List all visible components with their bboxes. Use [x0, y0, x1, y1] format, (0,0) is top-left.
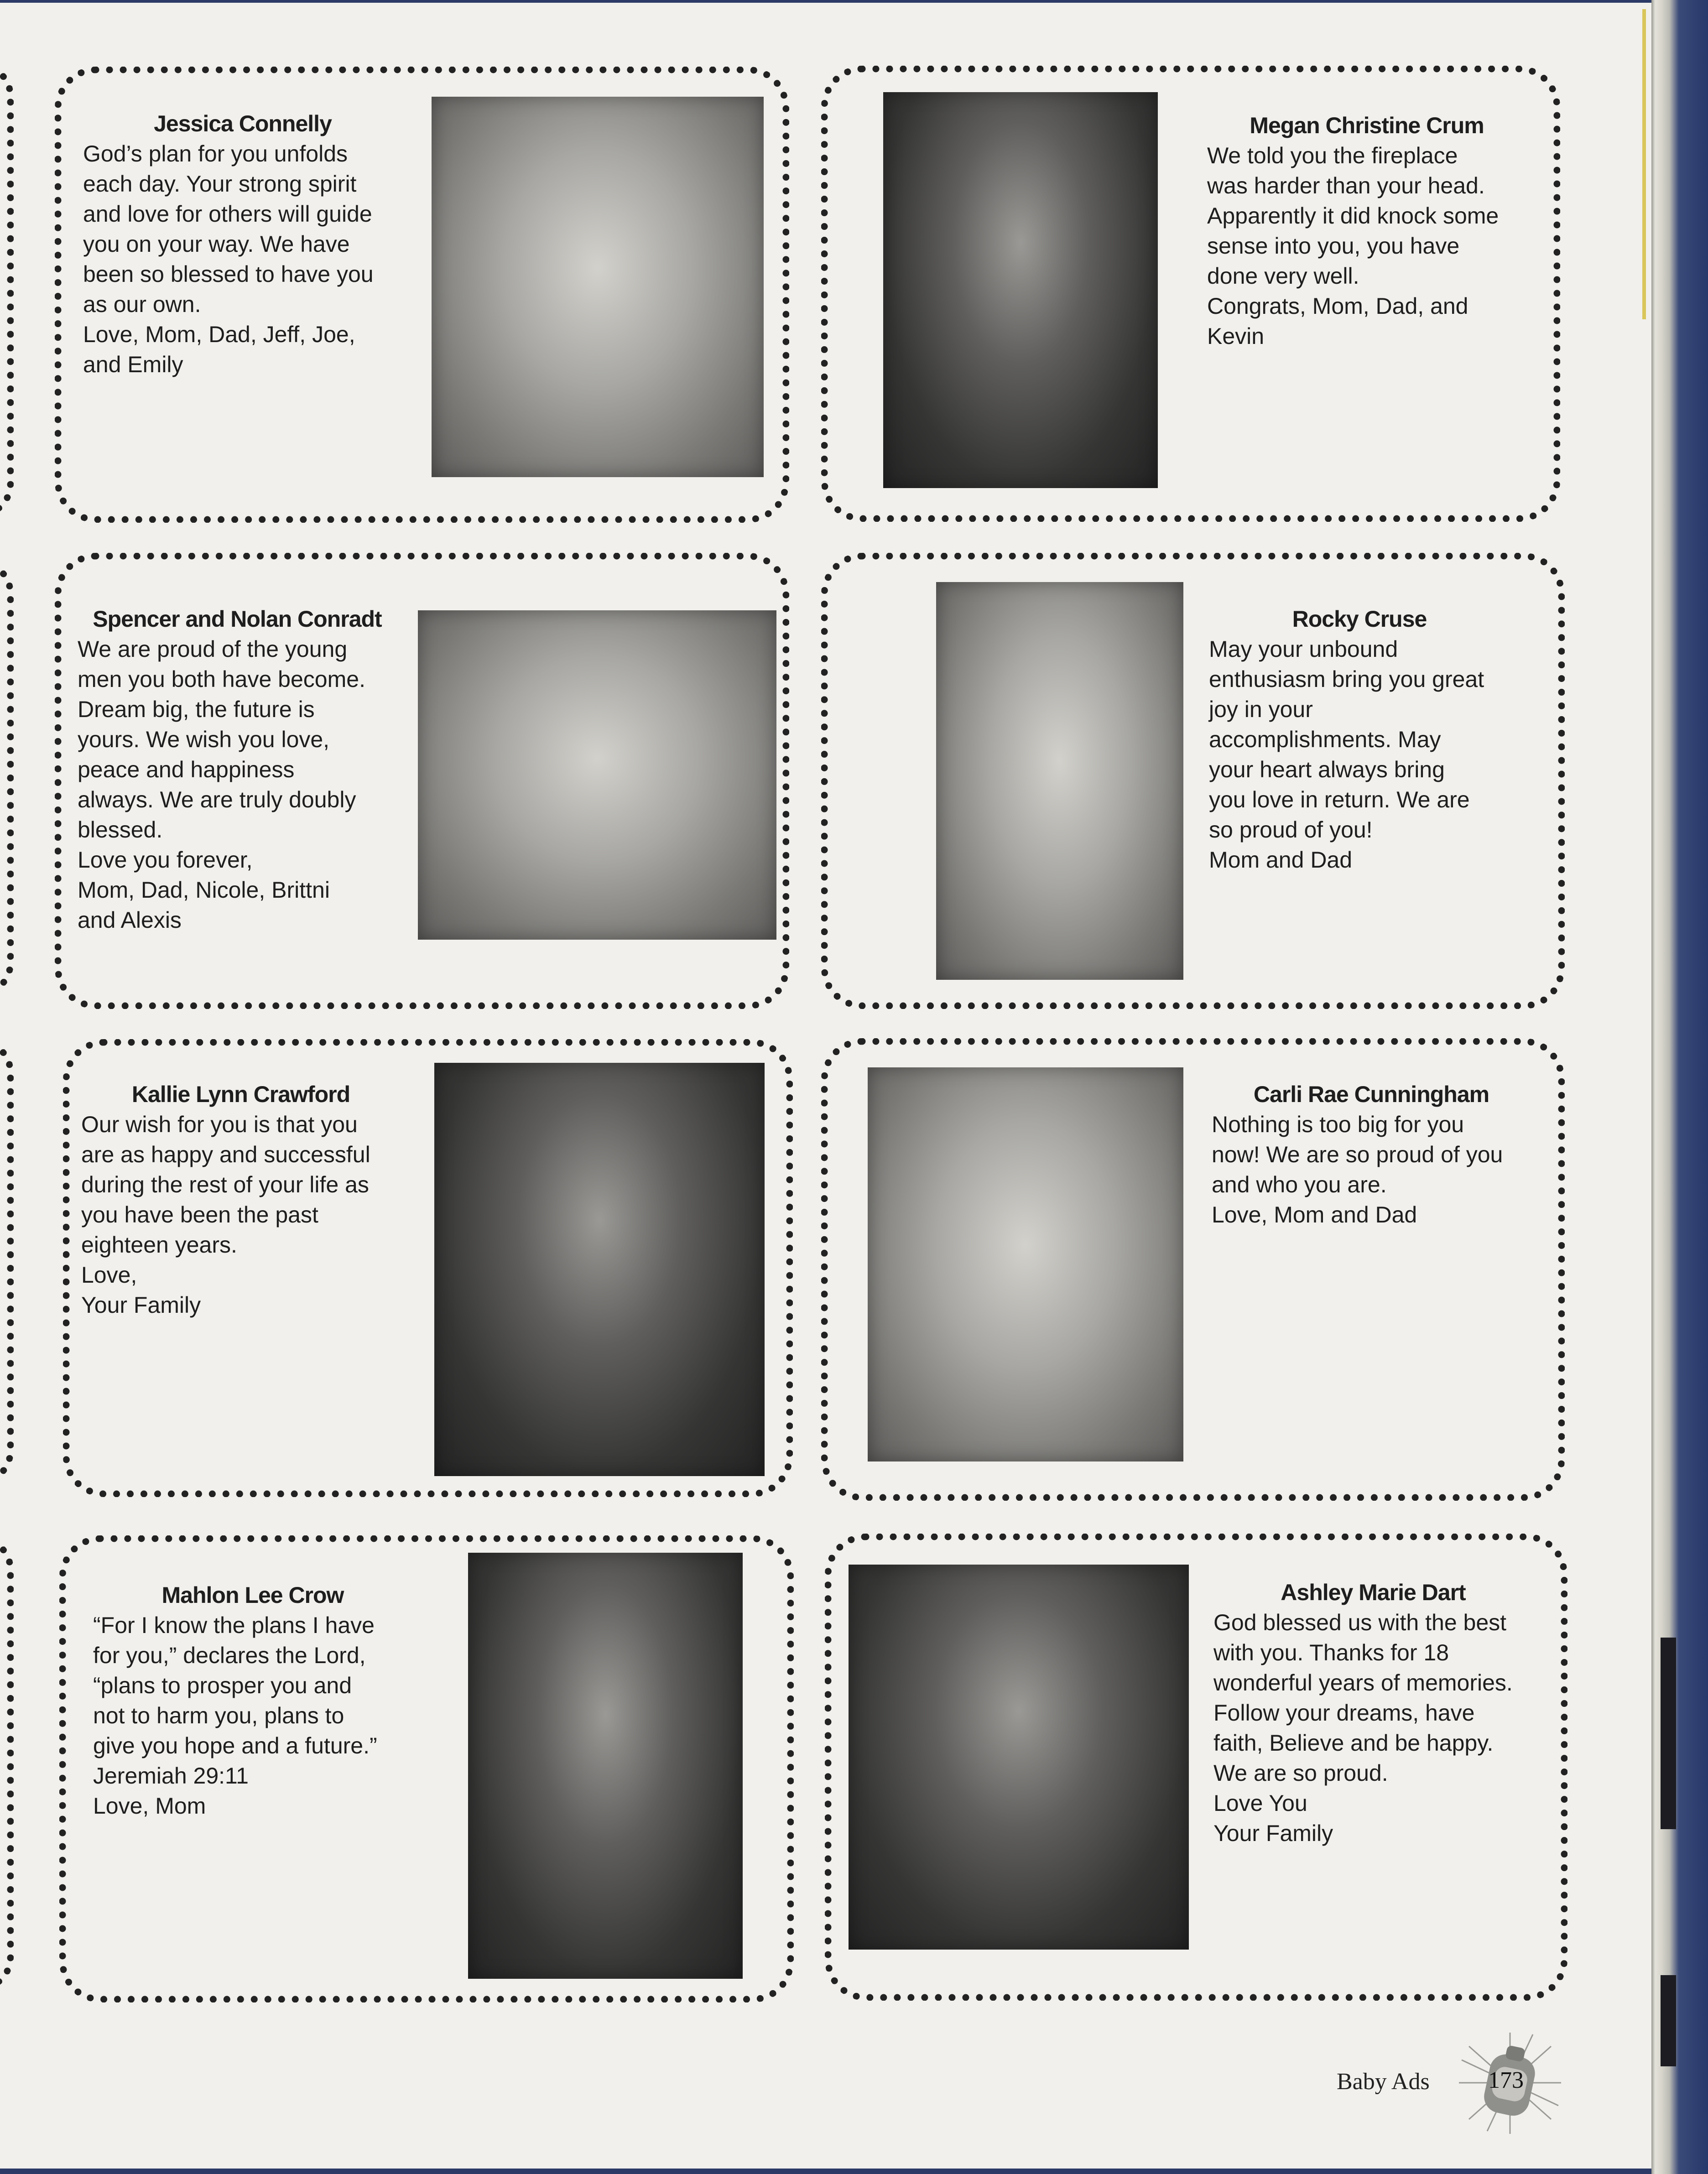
- ad-message-line: Mom and Dad: [1209, 847, 1353, 873]
- baby-photo: [468, 1553, 743, 1979]
- ad-text: [1213, 1577, 1560, 1848]
- ad-message-line: wonderful years of memories.: [1213, 1670, 1513, 1696]
- ad-message-line: Your Family: [1213, 1820, 1333, 1846]
- ad-message-line: Our wish for you is that you: [81, 1112, 358, 1137]
- ad-message-line: and Alexis: [78, 907, 182, 933]
- ad-message-line: men you both have become.: [78, 666, 365, 692]
- ad-message-line: you have been the past: [81, 1202, 318, 1227]
- baby-photo: [868, 1067, 1183, 1461]
- page-edge-mark: [1661, 1975, 1676, 2066]
- ad-message-line: God blessed us with the best: [1213, 1610, 1507, 1635]
- ad-name: Carli Rae Cunningham: [1253, 1082, 1489, 1107]
- ad-message-line: Nothing is too big for you: [1212, 1112, 1464, 1137]
- ad-message-line: and who you are.: [1212, 1172, 1387, 1197]
- ad-message-line: peace and happiness: [78, 757, 295, 782]
- ad-message-line: enthusiasm bring you great: [1209, 666, 1484, 692]
- ad-message-line: Congrats, Mom, Dad, and: [1207, 293, 1468, 319]
- ad-text: [81, 1079, 428, 1320]
- page-edge-rule: [1642, 9, 1646, 319]
- ad-message-line: for you,” declares the Lord,: [93, 1643, 366, 1668]
- ad-message-line: always. We are truly doubly: [78, 787, 356, 812]
- ad-message-line: We are so proud.: [1213, 1760, 1388, 1786]
- ad-message-line: faith, Believe and be happy.: [1213, 1730, 1494, 1756]
- yearbook-page: [0, 3, 1651, 2169]
- ad-message-line: Kevin: [1207, 323, 1265, 349]
- baby-photo: [849, 1565, 1189, 1950]
- ad-name: Ashley Marie Dart: [1281, 1580, 1466, 1605]
- ad-message-line: “plans to prosper you and: [93, 1673, 352, 1698]
- ad-message-line: blessed.: [78, 817, 163, 843]
- ad-name: Rocky Cruse: [1292, 606, 1427, 632]
- baby-photo: [936, 582, 1183, 980]
- ad-name: Mahlon Lee Crow: [161, 1582, 344, 1608]
- ad-message-line: and love for others will guide: [83, 201, 372, 227]
- ad-message-line: “For I know the plans I have: [93, 1612, 375, 1638]
- ad-message-line: and Emily: [83, 352, 183, 377]
- ad-message-line: as our own.: [83, 291, 201, 317]
- ad-message-line: Love You: [1213, 1790, 1307, 1816]
- ad-message-line: so proud of you!: [1209, 817, 1373, 843]
- ad-message-line: Follow your dreams, have: [1213, 1700, 1475, 1726]
- ad-name: Jessica Connelly: [154, 111, 332, 136]
- ad-message-line: during the rest of your life as: [81, 1172, 369, 1197]
- ad-name: Kallie Lynn Crawford: [131, 1082, 350, 1107]
- ad-text: [78, 604, 406, 935]
- ad-message-line: Love, Mom: [93, 1793, 206, 1819]
- adjacent-page-frame: [0, 62, 14, 518]
- ad-message-line: yours. We wish you love,: [78, 727, 330, 752]
- ad-message-line: done very well.: [1207, 263, 1359, 289]
- ad-message-line: We told you the fireplace: [1207, 143, 1458, 168]
- ad-message-line: give you hope and a future.”: [93, 1733, 377, 1758]
- adjacent-page-frame: [0, 1535, 14, 1992]
- ad-message-line: Apparently it did knock some: [1207, 203, 1499, 229]
- page-number: 173: [1488, 2067, 1524, 2093]
- ad-message-line: you love in return. We are: [1209, 787, 1470, 812]
- page-edge: [1651, 0, 1708, 2174]
- ad-message-line: now! We are so proud of you: [1212, 1142, 1503, 1167]
- ad-text: [83, 109, 411, 380]
- ad-message-line: are as happy and successful: [81, 1142, 370, 1167]
- ad-message-line: We are proud of the young: [78, 636, 348, 662]
- ad-text: [93, 1580, 440, 1821]
- ad-message-line: Love, Mom and Dad: [1212, 1202, 1417, 1227]
- ad-message-line: been so blessed to have you: [83, 261, 374, 287]
- ad-message-line: with you. Thanks for 18: [1213, 1640, 1449, 1665]
- adjacent-page-frame: [0, 1038, 14, 1485]
- baby-photo: [418, 610, 776, 940]
- adjacent-page-frame: [0, 559, 14, 997]
- ad-message-line: Love,: [81, 1262, 137, 1288]
- section-label: Baby Ads: [1337, 2069, 1430, 2095]
- ad-message-line: Your Family: [81, 1292, 201, 1318]
- ad-message-line: Love you forever,: [78, 847, 253, 873]
- page-edge-mark: [1661, 1638, 1676, 1829]
- ad-message-line: Mom, Dad, Nicole, Brittni: [78, 877, 330, 903]
- baby-photo: [432, 97, 764, 477]
- ad-name: Spencer and Nolan Conradt: [93, 606, 382, 632]
- ad-message-line: you on your way. We have: [83, 231, 350, 257]
- ad-message-line: Love, Mom, Dad, Jeff, Joe,: [83, 322, 355, 347]
- ad-text: [1212, 1079, 1549, 1230]
- ad-text: [1209, 604, 1537, 875]
- ad-message-line: eighteen years.: [81, 1232, 237, 1258]
- ad-text: [1207, 110, 1536, 351]
- baby-photo: [434, 1063, 765, 1476]
- ad-message-line: your heart always bring: [1209, 757, 1445, 782]
- ad-message-line: May your unbound: [1209, 636, 1398, 662]
- ad-name: Megan Christine Crum: [1250, 113, 1484, 138]
- baby-photo: [883, 92, 1158, 488]
- ad-message-line: each day. Your strong spirit: [83, 171, 357, 197]
- ad-message-line: accomplishments. May: [1209, 727, 1441, 752]
- ad-message-line: sense into you, you have: [1207, 233, 1460, 259]
- ad-message-line: Jeremiah 29:11: [93, 1763, 249, 1789]
- ad-message-line: God’s plan for you unfolds: [83, 141, 348, 166]
- ad-message-line: joy in your: [1209, 697, 1313, 722]
- ad-message-line: not to harm you, plans to: [93, 1703, 344, 1728]
- ad-message-line: Dream big, the future is: [78, 697, 315, 722]
- ad-message-line: was harder than your head.: [1207, 173, 1485, 198]
